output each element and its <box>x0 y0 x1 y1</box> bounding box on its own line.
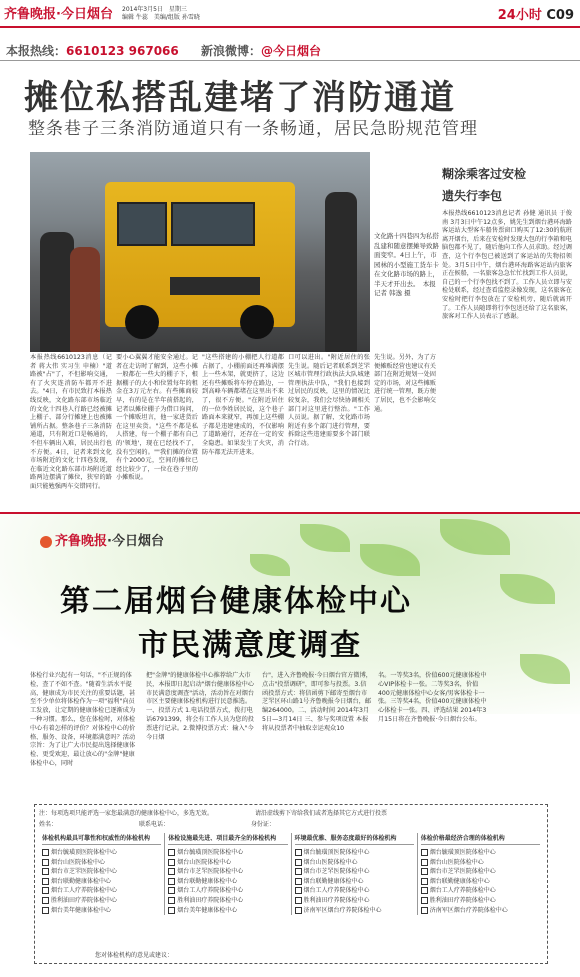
hotline-number: 6610123 967066 <box>66 44 179 58</box>
ad-column-1: 体检行业兴起有一句话，"不正规的体检，查了不如不查。"随着生活水平提高，健康成为市民关注的重要话题，甚至不少单位将体检作为一项"福利"向员工发放，让定期的健康体检已逐渐成为一种习惯。那么，您在体检时，对体检中心有着怎样的评价？对体检中心的价格、服务、设备，环境都满意吗？活动宗旨：为了让广大市民提出选择健康体检、更受欢迎，最让放心的"金牌"健康体检中心，同时 <box>30 672 136 767</box>
vote-option[interactable]: 烟台联勤健康体检中心 <box>421 877 540 887</box>
page-number: C09 <box>546 8 574 23</box>
brand-name: 齐鲁晚报 <box>4 7 57 22</box>
news-photo <box>30 152 370 352</box>
vote-option[interactable]: 烟台山医院体检中心 <box>295 858 414 868</box>
vote-option[interactable]: 烟台山医院体检中心 <box>421 858 540 868</box>
truck-grille <box>170 277 260 295</box>
id-field[interactable]: 身份证： <box>250 821 275 828</box>
name-field[interactable]: 姓名： <box>39 821 58 828</box>
article-column-5: 先生说。另外，为了方便摊贩经营也建议有关部门在附近规划一处固定的市场，对这些摊贩进行统一管理，既方便了居民，也不会影响交通。 <box>374 354 436 413</box>
vote-option[interactable]: 胜利油田疗养院体检中心 <box>295 896 414 906</box>
ad-logo <box>40 530 164 549</box>
masthead-meta <box>122 6 200 22</box>
photo-person <box>40 232 74 352</box>
article-title: 摊位私搭乱建堵了消防通道 <box>24 78 456 118</box>
logo-mark-icon <box>40 536 52 548</box>
ad-logo-sub: ·今日烟台 <box>107 534 164 549</box>
vote-option[interactable]: 烟台毓璜顶医院体检中心 <box>168 848 287 858</box>
ad-title-line1: 第二届烟台健康体检中心 <box>60 584 412 619</box>
photo-caption: 文化路十四巷四为私搭乱建和随意摆摊导致路面变窄。4日上午，市园林的小型施工货车卡在文化路市场的路上，半天才开出去。 本报记者 韩逸 摄 <box>374 232 439 297</box>
masthead-brand <box>4 3 113 22</box>
form-note-row <box>39 808 543 817</box>
section-label <box>498 4 574 23</box>
ad-title-line2: 市民满意度调查 <box>138 628 362 663</box>
leaf-decoration <box>500 574 555 604</box>
vote-option[interactable]: 烟台毓璜顶医院体检中心 <box>42 848 161 858</box>
vote-option[interactable]: 烟台工人疗养院体检中心 <box>421 886 540 896</box>
photo-person <box>325 192 357 352</box>
article-column-2: 要小心翼翼才能安全通过。记者在走访时了解到，这些小摊一般都在一些大的棚子下，根据棚子的大小和位置每年的租金在3万元左右。有些摊商较早，有的是在半年前搭起的，记者以摊位棚子为借口询问，一个摊贩坦言，他一家进货后在这里卖货。"这些不都是私人搭建，每一个棚子都有自己的'领地'，现在已经找不了，没有空闲的。""我们摊的位置有个2000元，空间的摊位已经比较少了，一位在巷子里的小摊贩说。 <box>116 354 198 482</box>
article-column-3: "这些搭建的小棚把人行道都占据了，小棚前面还再堆满摆上一些木架，就更挤了，这边还有些摊贩将车停在路边，一到高峰车辆都堵在这里出不来了，很不方便。"在附近居住的一位李姓居民说，这个巷子路面本来就窄，再加上这些棚子都是违建建成的，不仅影响了道路通行，还存在一定的安全隐患。如果发生了火灾，消防车都无法开进来。 <box>202 354 284 456</box>
vote-option[interactable]: 烟台工人疗养院体检中心 <box>295 886 414 896</box>
truck-wheel <box>240 305 274 339</box>
vote-option[interactable]: 烟台联勤健康体检中心 <box>295 877 414 887</box>
hotline-bar <box>6 42 321 59</box>
vote-option[interactable]: 烟台工人疗养院体检中心 <box>42 886 161 896</box>
form-column-2 <box>164 833 290 915</box>
form-contact-row <box>39 819 543 828</box>
vote-option[interactable]: 烟台毓璜顶医院体检中心 <box>295 848 414 858</box>
article-column-4: 口可以进出。"附近居住的张先生说。随后记者联系到芝罘区城市管理行政执法大队城建管理执法中队，"我们也接到过居民的反映，这里的情况比较复杂，我们会尽快协调相关部门对这里进行整治。"工作人员说。据了解，文化路市场附近有多个部门进行管理，要拆除这些违建需要多个部门联合行动。 <box>288 354 370 447</box>
side-article-body: 本报热线6610123消息记者 孙健 通讯员 于俊南 3月3日中午12点多，姚先生到烟台港环海路客运站大型客车船售票窗口购买了12:30的航班离开烟台，后来在安检时发现大包的行李箱和电脑包都不见了，随后他向工作人员求助。经过调查，这个行李包已被送到了客运站的失物招领处。3月5日中午，烟台港环海路客运站内旅客正在候船，一名旅客急急忙忙找到工作人员说，自己的一个行李包找不到了。工作人员立即与安检处联系，经过查看监控录像发现，这名旅客在安检时把行李包放在了安检机旁，随后就离开了。工作人员随即将行李包送还给了这名旅客，旅客对工作人员表示了感谢。 <box>442 210 572 321</box>
photo-person <box>70 247 100 352</box>
form-note: 注：每项选项只能评选一家您最满意的健康体检中心，多选无效。 <box>39 810 214 817</box>
vote-option[interactable]: 胜利油田疗养院体检中心 <box>168 896 287 906</box>
leaf-decoration <box>440 519 510 555</box>
ad-column-2: 把"金牌"的健康体检中心推荐给广大市民，本报即日起启动"烟台健康体检中心市民满意度调查"活动，活动旨在对烟台市区主要健康体检机构进行民意推选。一、投票方式 1.电话投票方式，拨打电话6791399，将会有工作人员为您的投票进行记录。2.微博投票方式：输入"今今日烟 <box>146 672 255 741</box>
vote-option[interactable]: 烟台美年健康体检中心 <box>168 906 287 916</box>
hotline-label: 本报热线： <box>6 44 67 58</box>
article-subtitle: 整条巷子三条消防通道只有一条畅通，居民急盼规范管理 <box>28 119 478 139</box>
article-column-1: 本报热线6610123消息（记者 蒋大伟 实习生 申楠）"道路被"占"了，不但影响交通，有了火灾连消防车都开不进去。"4日，有市民致打本报热线反映，文化路东部市场临近的文化十四巷人行路已经被摊上棚子、部分行摊建上也被摊铺所占据。整条巷子三条消防通道，只有附近口是畅通的，不但车辆出入难，居民出行也不方便。4日，记者来到文化市场附近的文化十四巷发现，在临近文化路东部市场附近道路两边摆满了摊位，狭窄的路面只能勉强两车交错同行。 <box>30 354 112 490</box>
form-column-3 <box>291 833 417 915</box>
form-column-header: 环境最优雅、服务态度最好的体检机构 <box>295 833 414 845</box>
ad-column-3: 台"，进入齐鲁晚报·今日烟台官方微博，点击"投票调研"，即可参与投票。3.信函投票方式：将信函剪下邮寄至烟台市芝罘区环山路1号齐鲁晚报今日烟台，邮编264000。二、活动时间 2014年3月5日—3月14日 三、参与奖项设置 本报将从投票者中抽取幸运观众10 <box>262 672 372 732</box>
editor-credits: 编辑 牛蕊 美编/组版 孙雪晓 <box>122 14 200 21</box>
vote-option[interactable]: 烟台市芝罘医院体检中心 <box>42 867 161 877</box>
vote-option[interactable]: 烟台联勤健康体检中心 <box>42 877 161 887</box>
vote-option[interactable]: 济南军区烟台疗养院体检中心 <box>421 906 540 916</box>
form-column-4 <box>417 833 543 915</box>
vote-option[interactable]: 胜利油田疗养院体检中心 <box>42 896 161 906</box>
form-column-1 <box>39 833 164 915</box>
truck-illustration <box>105 182 295 327</box>
vote-option[interactable]: 烟台联勤健康体检中心 <box>168 877 287 887</box>
vote-option[interactable]: 烟台美年健康体检中心 <box>42 906 161 916</box>
vote-option[interactable]: 烟台山医院体检中心 <box>42 858 161 868</box>
vote-option[interactable]: 烟台市芝罘医院体检中心 <box>295 867 414 877</box>
leaf-decoration <box>520 654 570 684</box>
hotline-rule <box>0 60 580 61</box>
side-headline <box>442 163 572 207</box>
side-headline-line1: 糊涂乘客过安检 <box>442 167 527 181</box>
issue-date: 2014年3月5日 星期三 <box>122 6 187 13</box>
masthead-rule <box>0 26 580 28</box>
form-column-header: 体检设施最先进、项目最齐全的体检机构 <box>168 833 287 845</box>
vote-option[interactable]: 烟台毓璜顶医院体检中心 <box>421 848 540 858</box>
vote-option[interactable]: 烟台山医院体检中心 <box>168 858 287 868</box>
form-column-header: 体检机构最具可靠性和权威性的体检机构 <box>42 833 161 845</box>
vote-option[interactable]: 烟台市芝罘医院体检中心 <box>421 867 540 877</box>
truck-wheel <box>125 305 159 339</box>
vote-option[interactable]: 烟台工人疗养院体检中心 <box>168 886 287 896</box>
vote-option[interactable]: 济南军区烟台疗养院体检中心 <box>295 906 414 916</box>
side-headline-line2: 遗失行李包 <box>442 189 503 203</box>
vote-option[interactable]: 烟台市芝罘医院体检中心 <box>168 867 287 877</box>
leaf-decoration <box>300 524 350 552</box>
voting-form <box>34 804 548 964</box>
weibo-label: 新浪微博： <box>200 44 261 58</box>
leaf-decoration <box>360 544 420 576</box>
section-name: 24小时 <box>497 8 542 23</box>
leaf-decoration <box>250 554 290 576</box>
truck-window <box>117 202 167 246</box>
ad-logo-brand: 齐鲁晚报 <box>55 534 108 549</box>
brand-sub: ·今日烟台 <box>56 7 113 22</box>
ad-column-4: 名。一等奖3名，价值600元健康体检中心VIP体检卡一张。二等奖3名，价值400元健康体检中心女客/男客体检卡一张。三等奖4名，价值400元健康体检中心体检卡一张。四、评选结果 2014年3月15日将在齐鲁晚报·今日烟台公布。 <box>378 672 487 723</box>
form-column-header: 体检价格最经济合理的体检机构 <box>421 833 540 845</box>
form-feedback-field[interactable]: 您对体检机构的意见或建议： <box>95 952 174 959</box>
truck-window <box>171 202 255 246</box>
form-hint: 请沿虚线剪下寄给我们或者选择其它方式进行投票 <box>254 810 387 817</box>
phone-field[interactable]: 联系电话： <box>138 821 169 828</box>
form-options-grid <box>39 833 543 915</box>
vote-option[interactable]: 胜利油田疗养院体检中心 <box>421 896 540 906</box>
weibo-handle: @今日烟台 <box>260 44 321 58</box>
